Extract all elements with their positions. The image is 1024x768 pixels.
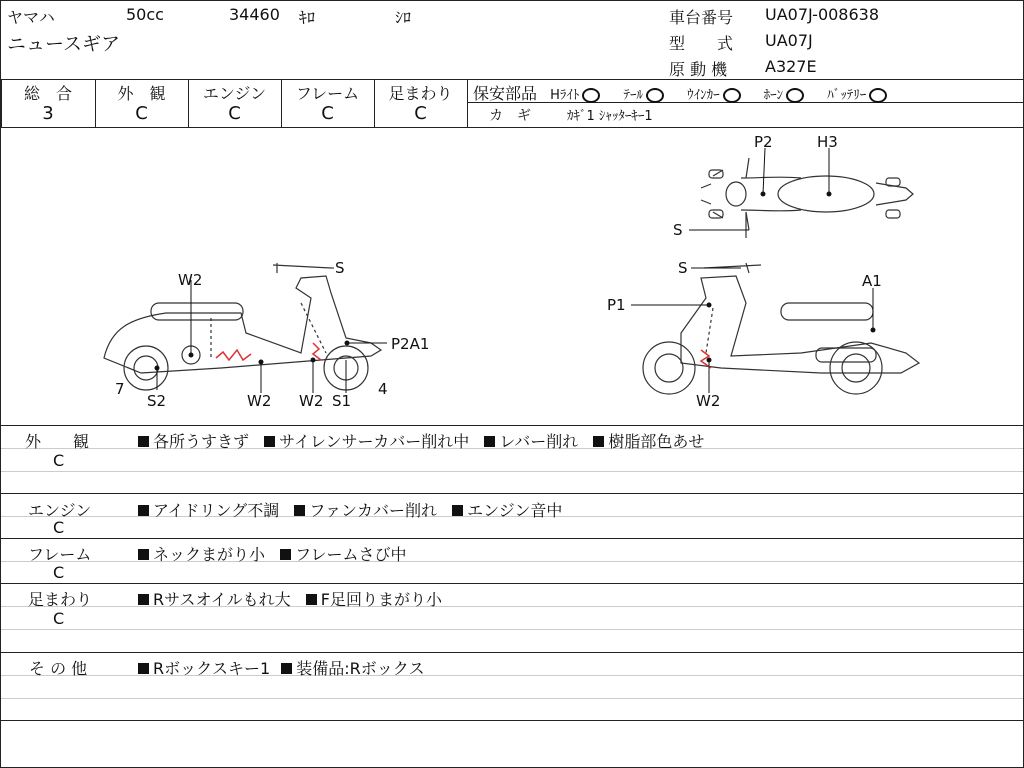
ok-circle-icon bbox=[723, 88, 741, 103]
bullet-square-icon bbox=[280, 549, 291, 560]
rating-suspension-value: C bbox=[414, 103, 427, 124]
diagram-label: H3 bbox=[817, 133, 838, 151]
bullet-square-icon bbox=[281, 663, 292, 674]
remark-category: フレーム bbox=[28, 545, 92, 564]
rating-exterior-label: 外 観 bbox=[117, 84, 166, 103]
engine-value: A327E bbox=[765, 57, 817, 76]
diagram-label: S bbox=[678, 259, 688, 277]
bullet-square-icon bbox=[138, 594, 149, 605]
diagram-label: A1 bbox=[862, 272, 882, 290]
remark-category: エンジン bbox=[28, 501, 92, 520]
diagram-label: P2 bbox=[754, 133, 773, 151]
bullet-square-icon bbox=[294, 505, 305, 516]
remark-notes: ネックまがり小 フレームさび中 bbox=[138, 542, 416, 565]
rating-frame-label: フレーム bbox=[295, 84, 360, 103]
safety-item-tail: ﾃｰﾙ bbox=[623, 88, 664, 103]
diagram-label: S bbox=[335, 259, 345, 277]
diagram-label: W2 bbox=[247, 392, 272, 410]
rating-overall-label: 総 合 bbox=[23, 84, 72, 103]
safety-item-battery: ﾊﾞｯﾃﾘｰ bbox=[827, 88, 887, 103]
bullet-square-icon bbox=[138, 663, 149, 674]
bullet-square-icon bbox=[264, 436, 275, 447]
remark-notes: Rボックスキー1 装備品:Rボックス bbox=[138, 656, 435, 679]
remark-grade: C bbox=[53, 518, 65, 537]
safety-label: 保安部品 bbox=[473, 84, 538, 103]
rating-engine-value: C bbox=[228, 103, 241, 124]
ok-circle-icon bbox=[786, 88, 804, 103]
remark-grade: C bbox=[53, 609, 65, 628]
color: ｼﾛ bbox=[395, 8, 412, 27]
diagram-label: W2 bbox=[696, 392, 721, 410]
remark-category: 外 観 bbox=[25, 432, 90, 451]
bullet-square-icon bbox=[593, 436, 604, 447]
bullet-square-icon bbox=[306, 594, 317, 605]
bullet-square-icon bbox=[452, 505, 463, 516]
key-label: カ ギ bbox=[489, 108, 531, 124]
diagram-label: S1 bbox=[332, 392, 352, 410]
bullet-square-icon bbox=[138, 436, 149, 447]
remark-grade: C bbox=[53, 563, 65, 582]
remark-category: 足まわり bbox=[28, 590, 93, 609]
diagram-label: S2 bbox=[147, 392, 167, 410]
remark-notes: 各所うすきず サイレンサーカバー削れ中 レバー削れ 樹脂部色あせ bbox=[138, 429, 714, 452]
type-value: UA07J bbox=[765, 31, 813, 50]
rating-overall-value: 3 bbox=[42, 103, 54, 124]
maker: ヤマハ bbox=[7, 8, 55, 27]
bullet-square-icon bbox=[484, 436, 495, 447]
displacement: 50cc bbox=[126, 5, 164, 24]
rating-suspension-label: 足まわり bbox=[388, 84, 453, 103]
ok-circle-icon bbox=[646, 88, 664, 103]
diagram-label: S bbox=[673, 221, 683, 239]
mileage-unit: ｷﾛ bbox=[299, 8, 316, 27]
diagram-label: W2 bbox=[178, 271, 203, 289]
scooter-top-view-icon bbox=[701, 158, 913, 238]
remark-notes: Rサスオイルもれ大 F足回りまがり小 bbox=[138, 587, 452, 610]
diagram-label: W2 bbox=[299, 392, 324, 410]
remark-notes: アイドリング不調 ファンカバー削れ エンジン音中 bbox=[138, 498, 572, 521]
bullet-square-icon bbox=[138, 505, 149, 516]
diagram-label: 7 bbox=[115, 380, 125, 398]
diagram-label: 4 bbox=[378, 380, 388, 398]
diagram-label: P1 bbox=[607, 296, 626, 314]
rating-exterior-value: C bbox=[135, 103, 148, 124]
safety-item-winker: ｳｲﾝｶｰ bbox=[687, 88, 741, 103]
safety-item-horn: ﾎｰﾝ bbox=[764, 88, 805, 103]
ok-circle-icon bbox=[869, 88, 887, 103]
key-value: ｶｷﾞ1 ｼｬｯﾀｰｷｰ1 bbox=[567, 109, 653, 124]
engine-label: 原 動 機 bbox=[669, 60, 728, 79]
safety-parts-row bbox=[473, 81, 887, 104]
frame-number: UA07J-008638 bbox=[765, 5, 880, 24]
scooter-left-side-icon bbox=[104, 263, 381, 390]
type-label: 型 式 bbox=[669, 34, 734, 53]
ok-circle-icon bbox=[582, 88, 600, 103]
model-name: ニュースギア bbox=[7, 33, 121, 55]
diagram-label: P2A1 bbox=[391, 335, 430, 353]
mileage: 34460 bbox=[229, 5, 280, 24]
remark-category: そ の 他 bbox=[29, 659, 88, 678]
frame-label: 車台番号 bbox=[669, 8, 734, 27]
safety-item-headlight: Hﾗｲﾄ bbox=[550, 88, 600, 103]
rating-frame-value: C bbox=[321, 103, 334, 124]
remark-grade: C bbox=[53, 451, 65, 470]
bullet-square-icon bbox=[138, 549, 149, 560]
rating-engine-label: エンジン bbox=[202, 84, 267, 103]
